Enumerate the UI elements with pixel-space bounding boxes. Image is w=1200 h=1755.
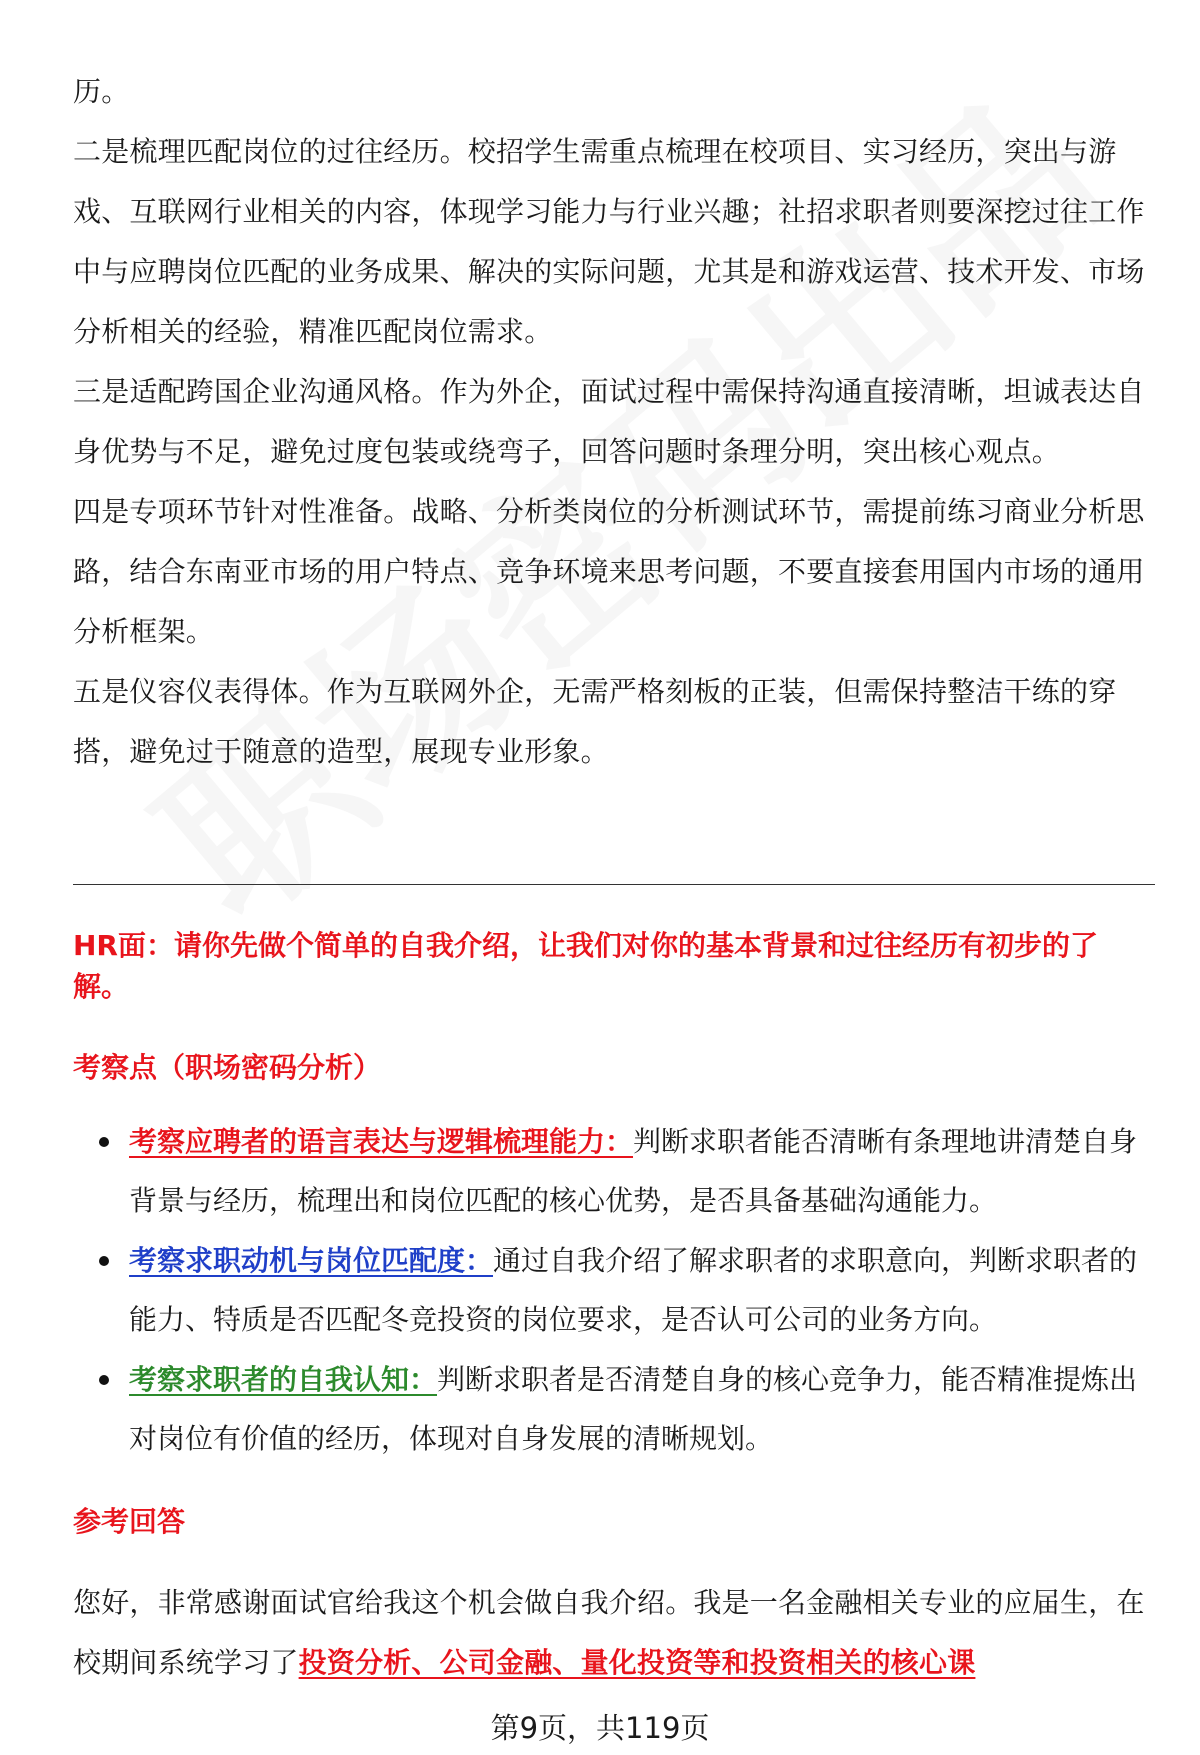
list-item [73, 1350, 1158, 1468]
bullet-key: 考察求职动机与岗位匹配度： [129, 1244, 494, 1277]
answer-lead: 您好，非常感谢面试官给我这个机会做自我介绍。我是一名金融相关专业的应届生，在校期间系统学习了 [73, 1586, 1145, 1679]
bullet-text: 判断求职者是否清楚自身的核心竞争力，能否精准提炼出对岗位有价值的经历，体现对自身发展的清晰规划。 [129, 1363, 1138, 1455]
section-divider [73, 884, 1155, 885]
bullet-text: 通过自我介绍了解求职者的求职意向，判断求职者的能力、特质是否匹配冬竞投资的岗位要求，是否认可公司的业务方向。 [129, 1244, 1138, 1336]
paragraph-point-2: 二是梳理匹配岗位的过往经历。校招学生需重点梳理在校项目、实习经历，突出与游戏、互联网行业相关的内容，体现学习能力与行业兴趣；社招求职者则要深挖过往工作中与应聘岗位匹配的业务成果、解决的实际问题，尤其是和游戏运营、技术开发、市场分析相关的经验，精准匹配岗位需求。 [73, 135, 1145, 348]
paragraph-point-3: 三是适配跨国企业沟通风格。作为外企，面试过程中需保持沟通直接清晰，坦诚表达自身优势与不足，避免过度包装或绕弯子，回答问题时条理分明，突出核心观点。 [73, 375, 1145, 468]
top-paragraphs [73, 62, 1153, 782]
list-item [73, 1112, 1158, 1230]
focus-list [73, 1112, 1158, 1469]
paragraph-point-4: 四是专项环节针对性准备。战略、分析类岗位的分析测试环节，需提前练习商业分析思路，结合东南亚市场的用户特点、竞争环境来思考问题，不要直接套用国内市场的通用分析框架。 [73, 495, 1145, 648]
paragraph-point-5: 五是仪容仪表得体。作为互联网外企，无需严格刻板的正装，但需保持整洁干练的穿搭，避免过于随意的造型，展现专业形象。 [73, 675, 1117, 768]
bullet-text: 判断求职者能否清晰有条理地讲清楚自身背景与经历，梳理出和岗位匹配的核心优势，是否具备基础沟通能力。 [129, 1125, 1138, 1217]
bullet-dot-icon [99, 1256, 109, 1266]
answer-heading: 参考回答 [73, 1505, 186, 1538]
interview-question: HR面：请你先做个简单的自我介绍，让我们对你的基本背景和过往经历有初步的了解。 [73, 929, 1098, 1003]
list-item [73, 1231, 1158, 1349]
bullet-dot-icon [99, 1137, 109, 1147]
page-number: 第9页，共119页 [490, 1711, 710, 1745]
bullet-key: 考察求职者的自我认知： [129, 1363, 438, 1396]
bullet-dot-icon [99, 1375, 109, 1385]
focus-heading: 考察点（职场密码分析） [73, 1051, 382, 1084]
paragraph-continuation: 历。 [73, 75, 130, 108]
answer-paragraph [73, 1573, 1153, 1693]
answer-highlight: 投资分析、公司金融、量化投资等和投资相关的核心课 [298, 1646, 976, 1679]
bullet-key: 考察应聘者的语言表达与逻辑梳理能力： [129, 1125, 634, 1158]
